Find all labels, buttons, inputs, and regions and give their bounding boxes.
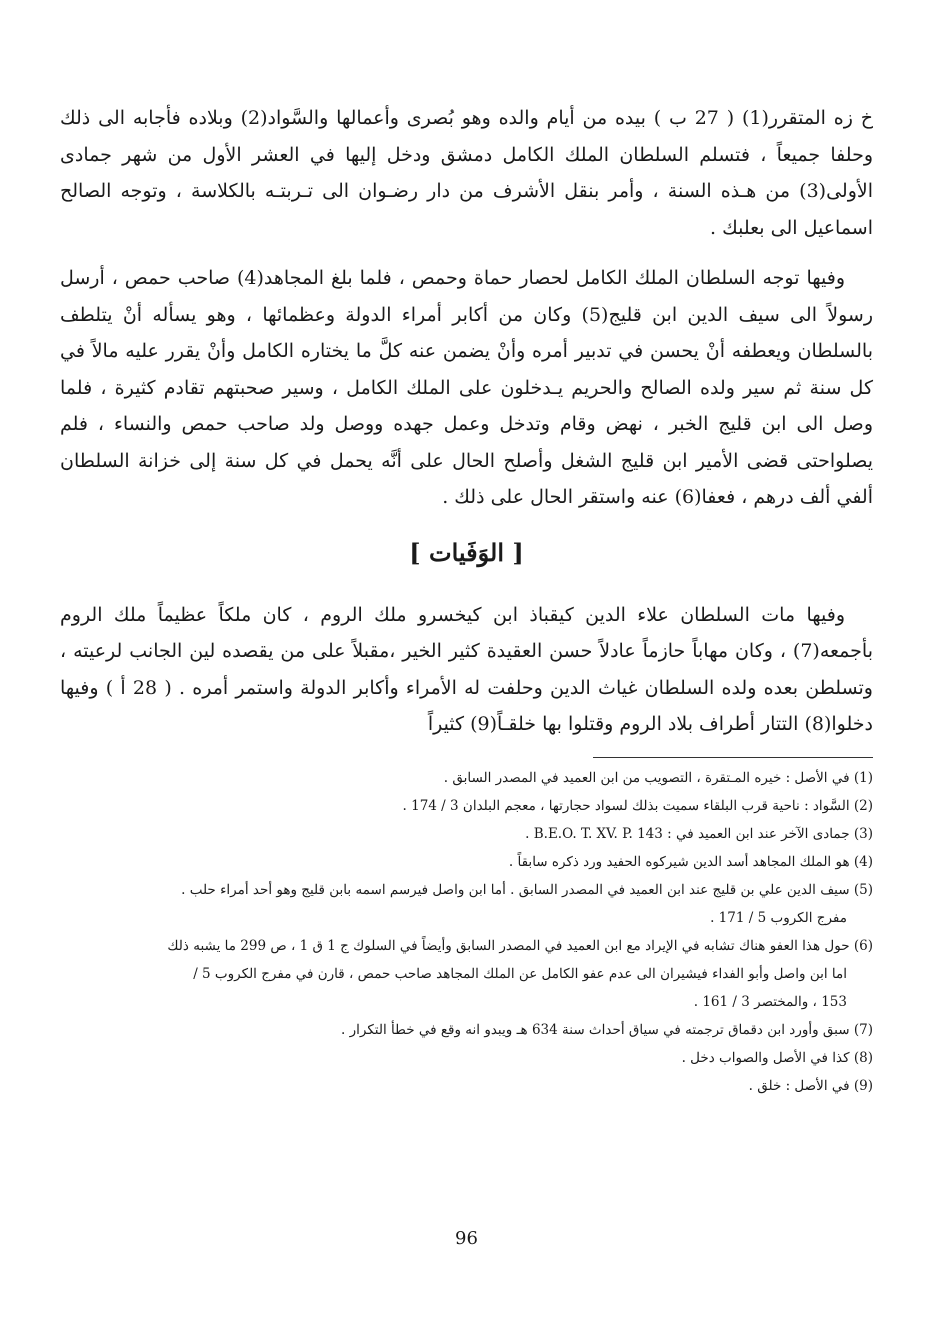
main-text-continued xyxy=(60,597,873,743)
main-text xyxy=(60,100,873,516)
section-heading: [ الوَفَيات ] xyxy=(409,537,524,567)
footnote-continuation: مفرج الكروب 5 / 171 . xyxy=(710,909,847,926)
footnotes xyxy=(60,764,873,1100)
page-number: 96 xyxy=(455,1228,478,1249)
footnote: (1) في الأصل : خيره المـتقرة ، التصويب من ابن العميد في المصدر السابق . xyxy=(443,769,873,786)
footnote: (2) السَّواد : ناحية قرب البلقاء سميت بذلك لسواد حجارتها ، معجم البلدان 3 / 174 . xyxy=(402,797,873,814)
footnote: (7) سبق وأورد ابن دقماق ترجمته في سياق أحداث سنة 634 هـ ويبدو انه وقع في خطأ التكرار . xyxy=(341,1021,873,1038)
footnote: (8) كذا في الأصل والصواب دخل . xyxy=(681,1049,873,1066)
paragraph: وفيها مات السلطان علاء الدين كيقباذ ابن كيخسرو ملك الروم ، كان ملكاً عظيماً ملك الروم بأجمعه(7) ، وكان مهاباً حازماً عادلاً حسن العقيدة كثير الخير ،مقبلاً على من يقصده لين الجانب لرعيته ، وتسلطن بعده ولده السلطان غياث الدين وحلفت له الأمراء وأكابر الدولة واستمر أمره . ( 28 أ ) وفيها دخلوا(8) التتار أطراف بلاد الروم وقتلوا بها خلقـاً(9) كثيراً xyxy=(60,603,873,735)
footnote: (3) جمادى الآخر عند ابن العميد في : B.E.O. T. XV. P. 143 . xyxy=(525,825,873,842)
paragraph: خ زه المتقرر(1) ( 27 ب ) بيده من أيام والده وهو بُصرى وأعمالها والسَّواد(2) وبلاده فأجابه الى ذلك وحلفا جميعاً ، فتسلم السلطان الملك الكامل دمشق ودخل إليها في العشر الأول من شهر جمادى الأولى(3) من هـذه السنة ، وأمر بنقل الأشرف من دار رضـوان الى تـربتـه بالكلاسة ، وتوجه الصالح اسماعيل الى بعلبك . xyxy=(60,107,873,239)
footnote: (4) هو الملك المجاهد أسد الدين شيركوه الحفيد ورد ذكره سابقاً . xyxy=(508,853,873,870)
footnote-separator xyxy=(593,757,873,758)
footnote: (5) سيف الدين علي بن قليج عند ابن العميد في المصدر السابق . أما ابن واصل فيرسم اسمه بابن قليج وهو أحد أمراء حلب . xyxy=(181,881,873,898)
footnote-continuation: اما ابن واصل وأبو الفداء فيشيران الى عدم عفو الكامل عن الملك المجاهد صاحب حمص ، قارن في مفرج الكروب 5 / xyxy=(193,965,847,982)
footnote-continuation: 153 ، والمختصر 3 / 161 . xyxy=(693,993,847,1010)
paragraph: وفيها توجه السلطان الملك الكامل لحصار حماة وحمص ، فلما بلغ المجاهد(4) صاحب حمص ، أرسل رسولاً الى سيف الدين ابن قليج(5) وكان من أكابر أمراء الدولة وعظمائها ، وهو يسأله أنْ يتلطف بالسلطان ويعطفه أنْ يحسن في تدبير أمره وأنْ يضمن عنه كلَّ ما يختاره الكامل وأنْ يقرر عليه مالاً في كل سنة ثم سير ولده الصالح والحريم يـدخلون على الملك الكامل ، وسير صحبتهم تقادم كثيرة ، فلما وصل الى ابن قليج الخبر ، نهض وقام وتدخل وعمل جهده ووصل ولد صاحب حمص والنساء ، فلم يصلواحتى قضى الأمير ابن قليج الشغل وأصلح الحال على أنَّه يحمل في كل سنة إلى خزانة السلطان ألفي ألف درهم ، فعفا(6) عنه واستقر الحال على ذلك . xyxy=(60,267,873,508)
footnote: (9) في الأصل : خلق . xyxy=(748,1077,873,1094)
footnote: (6) حول هذا العفو هناك تشابه في الإيراد مع ابن العميد في المصدر السابق وأيضاً في السلوك ج 1 ق 1 ، ص 299 ما يشبه ذلك xyxy=(167,937,873,954)
